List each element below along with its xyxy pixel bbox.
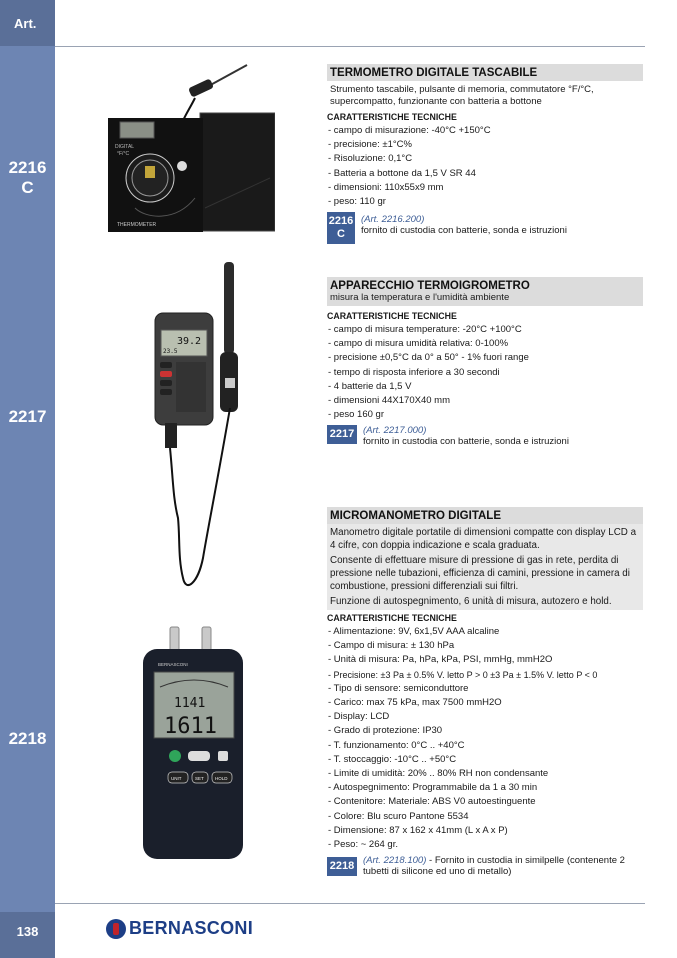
logo-icon <box>106 919 126 939</box>
description-paragraph: Manometro digitale portatile di dimensioni compatte con display LCD a 4 cifre, con doppia indicazione e scala graduata. <box>330 527 637 551</box>
article-badge: 2218 <box>327 857 357 876</box>
photo-thermohygrometer <box>148 258 248 598</box>
page-number-box <box>0 912 55 958</box>
spec-item: - Precisione: ±3 Pa ± 0.5% V. letto P > 0 ±3 Pa ± 1.5% V. letto P < 0 <box>328 669 598 680</box>
spec-item: - Peso: ~ 264 gr. <box>328 839 398 851</box>
d3-display-bottom: 1611 <box>164 714 217 739</box>
svg-text:DIGITAL: DIGITAL <box>115 144 135 150</box>
d2-display-bottom: 23.5 <box>163 348 178 355</box>
spec-item: - campo di misurazione: -40°C +150°C <box>328 125 491 136</box>
spec-item: - 4 batterie da 1,5 V <box>328 380 412 392</box>
top-rule <box>55 46 645 47</box>
spec-list <box>327 124 643 209</box>
specs-heading: CARATTERISTICHE TECNICHE <box>327 311 457 321</box>
product-title: TERMOMETRO DIGITALE TASCABILE <box>327 64 643 81</box>
photo-micromanometer <box>140 625 248 861</box>
brand-name: BERNASCONI <box>129 918 254 938</box>
spec-item: - precisione: ±1°C% <box>328 139 412 151</box>
spec-item: - Risoluzione: 0,1°C <box>328 153 413 165</box>
article-reference <box>327 425 643 447</box>
specs-heading: CARATTERISTICHE TECNICHE <box>327 112 457 122</box>
spec-item: - Carico: max 75 kPa, max 7500 mmH2O <box>328 697 502 709</box>
spec-item: - Campo di misura: ± 130 hPa <box>328 640 455 652</box>
article-note: fornito in custodia con batterie, sonda e istruzioni <box>363 436 569 448</box>
description-paragraph: Funzione di autospegnimento, 6 unità di misura, autozero e hold. <box>330 596 612 607</box>
art-code-2217: 2217 <box>8 407 47 426</box>
spec-item: - peso 160 gr <box>328 409 384 421</box>
product-2217 <box>327 277 643 447</box>
spec-list <box>327 625 643 852</box>
article-number: (Art. 2216.200) <box>361 214 425 226</box>
spec-item: - Colore: Blu scuro Pantone 5534 <box>328 810 469 822</box>
sidebar-header <box>0 0 55 46</box>
article-note: fornito di custodia con batterie, sonda e istruzioni <box>361 225 567 237</box>
spec-item: - Dimensione: 87 x 162 x 41mm (L x A x P) <box>328 824 508 836</box>
spec-item: - tempo di risposta inferiore a 30 secondi <box>328 366 500 378</box>
spec-list <box>327 323 643 422</box>
specs-heading: CARATTERISTICHE TECNICHE <box>327 613 457 623</box>
spec-item: - Batteria a bottone da 1,5 V SR 44 <box>328 167 476 179</box>
d3-brand: BERNASCONI <box>158 662 188 667</box>
art-label: Art. <box>14 16 37 31</box>
spec-item: - T. funzionamento: 0°C .. +40°C <box>328 739 465 751</box>
spec-item: - Autospegnimento: Programmabile da 1 a 30 min <box>328 782 538 794</box>
art-code-2218: 2218 <box>8 729 47 748</box>
article-badge: 2217 <box>327 425 357 444</box>
spec-item: - Grado di protezione: IP30 <box>328 725 443 737</box>
article-number: (Art. 2218.100) <box>363 855 427 867</box>
d3-btn-hold: HOLD <box>215 776 228 781</box>
brand-logo <box>106 918 253 939</box>
spec-item: - campo di misura umidità relativa: 0-100% <box>328 338 509 350</box>
spec-item: - T. stoccaggio: -10°C .. +50°C <box>328 753 457 765</box>
art-code-2216-text: 2216 C <box>8 158 47 197</box>
product-title: MICROMANOMETRO DIGITALE <box>327 507 643 524</box>
product-title: APPARECCHIO TERMOIGROMETRO <box>327 277 643 292</box>
spec-item: - Contenitore: Materiale: ABS V0 autoestinguente <box>328 796 536 808</box>
product-description: Strumento tascabile, pulsante di memoria, commutatore °F/°C, supercompatto, funzionante con batteria a bottone <box>330 84 594 107</box>
article-note: - Fornito in custodia in similpelle (contenente 2 tubetti di silicone ed uno di metallo) <box>363 855 625 878</box>
spec-item: - Tipo di sensore: semiconduttore <box>328 682 469 694</box>
d3-btn-set: SET <box>195 776 204 781</box>
spec-item: - Limite di umidità: 20% .. 80% RH non condensante <box>328 768 549 780</box>
article-reference <box>327 212 643 244</box>
d2-display-top: 39.2 <box>177 336 202 347</box>
bottom-rule <box>55 903 645 904</box>
product-2218 <box>327 507 643 877</box>
page-number: 138 <box>16 924 39 939</box>
product-description <box>327 524 643 610</box>
d3-btn-unit: UNIT <box>171 776 182 781</box>
article-badge: 2216 C <box>327 212 355 244</box>
spec-item: - peso: 110 gr <box>328 196 386 208</box>
spec-item: - dimensioni: 110x55x9 mm <box>328 181 444 193</box>
product-2216 <box>327 64 643 244</box>
spec-item: - precisione ±0,5°C da 0° a 50° - 1% fuori range <box>328 352 529 364</box>
spec-item: - dimensioni 44X170X40 mm <box>328 395 450 407</box>
svg-text:THERMOMETER: THERMOMETER <box>117 222 157 228</box>
spec-item: - campo di misura temperature: -20°C +100°C <box>328 324 522 335</box>
art-code-2216 <box>0 158 55 198</box>
spec-item: - Display: LCD <box>328 711 390 723</box>
svg-text:°F/°C: °F/°C <box>117 151 130 157</box>
sidebar <box>0 0 55 958</box>
product-subtitle: misura la temperatura e l'umidità ambiente <box>327 292 643 306</box>
article-reference <box>327 855 643 877</box>
photo-thermometer <box>105 58 275 234</box>
d3-display-top: 1141 <box>174 696 206 711</box>
description-paragraph: Consente di effettuare misure di pressione di gas in rete, perdita di pressione nelle tubazioni, efficienza di camini, pressione in camera di combustione, pressioni differenziali sui filtri. <box>330 555 630 592</box>
spec-item: - Alimentazione: 9V, 6x1,5V AAA alcaline <box>328 626 500 637</box>
spec-item: - Unità di misura: Pa, hPa, kPa, PSI, mmHg, mmH2O <box>328 654 553 666</box>
article-number: (Art. 2217.000) <box>363 425 427 437</box>
